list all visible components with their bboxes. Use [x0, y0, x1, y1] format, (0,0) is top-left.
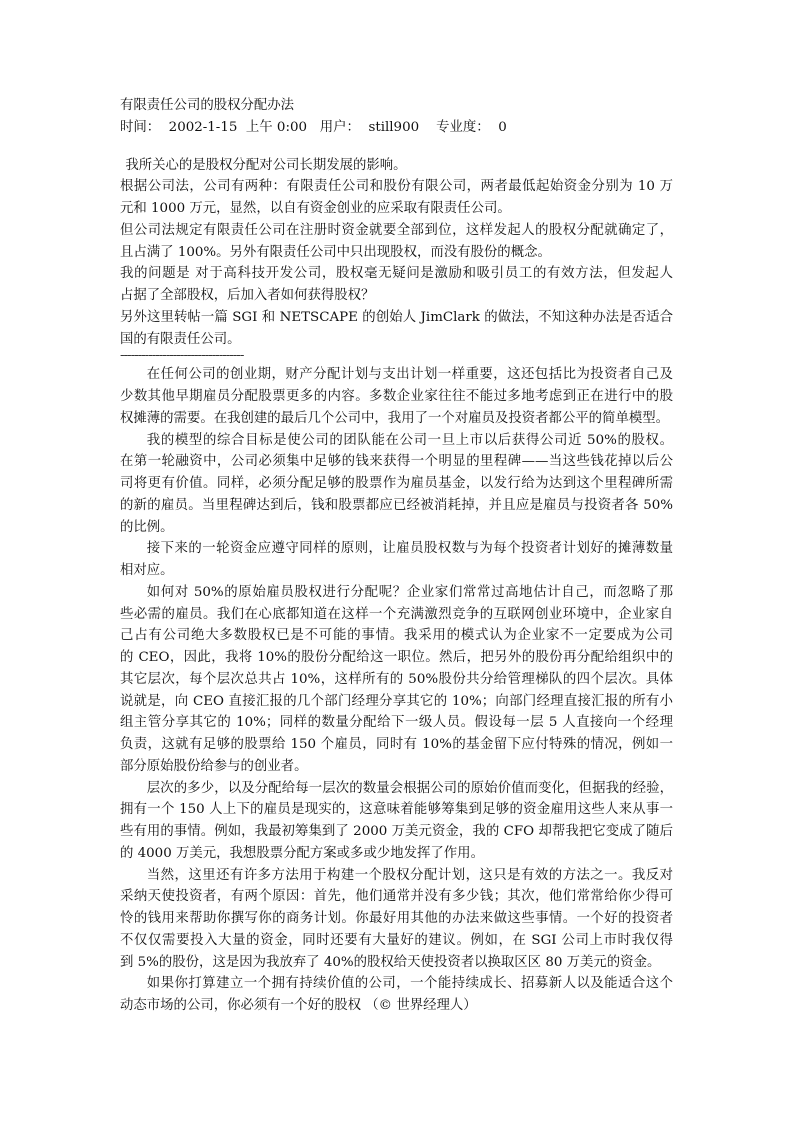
text-line: 我所关心的是股权分配对公司长期发展的影响。 [125, 157, 407, 173]
article-paragraph [120, 973, 673, 1017]
text-line: 到 5%的股份，这是因为我放弃了 40%的股权给天使投资者以换取区区 80 万美元的资金。 [120, 954, 661, 970]
text-line: 怜的钱用来帮助你撰写你的商务计划。你最好用其他的办法来做这些事情。一个好的投资者 [120, 911, 673, 926]
question-section [120, 155, 673, 351]
post-meta: 时间： 2002-1-15 上午 0:00 用户： still900 专业度： 0 [120, 119, 507, 135]
text-line: 元和 1000 万元，显然，以自有资金创业的应采取有限责任公司。 [120, 201, 511, 216]
spacer [120, 139, 673, 155]
text-line: 相对应。 [120, 563, 174, 578]
text-line: 少数其他早期雇员分配股票更多的内容。多数企业家往往不能过多地考虑到正在进行中的股 [120, 389, 673, 404]
article-paragraph [120, 778, 673, 865]
article-paragraph [120, 865, 673, 974]
text-line: 另外这里转帖一篇 SGI 和 NETSCAPE 的创始人 JimClark 的做法，不知这种办法是否适合 [120, 309, 673, 325]
text-line: 的比例。 [120, 519, 174, 535]
text-line: 我的模型的综合目标是使公司的团队能在公司一旦上市以后获得公司近 50%的股权。 [146, 432, 673, 448]
text-line: 根据公司法，公司有两种：有限责任公司和股份有限公司，两者最低起始资金分别为 10 万 [120, 179, 673, 195]
question-paragraph [120, 155, 673, 177]
text-line: 己占有公司绝大多数股权已是不可能的事情。我采用的模式认为企业家不一定要成为公司 [120, 628, 673, 644]
text-line: 接下来的一轮资金应遵守同样的原则，让雇员股权数与为每个投资者计划好的摊薄数量 [146, 541, 673, 557]
text-line: 国的有限责任公司。 [120, 331, 241, 347]
text-line: 在第一轮融资中，公司必须集中足够的钱来获得一个明显的里程碑——当这些钱花掉以后公 [120, 454, 673, 470]
text-line: 部分原始股份给参与的创业者。 [120, 758, 308, 774]
text-line: 如果你打算建立一个拥有持续价值的公司，一个能持续成长、招募新人以及能适合这个 [146, 976, 673, 992]
text-line: 说就是，向 CEO 直接汇报的几个部门经理分享其它的 10%；向部门经理直接汇报的所有小 [120, 693, 673, 709]
text-line: 动态市场的公司，你必须有一个好的股权 （© 世界经理人） [120, 998, 477, 1013]
text-line: 占据了全部股权，后加入者如何获得股权？ [120, 288, 375, 303]
text-line: 不仅仅需要投入大量的资金，同时还要有大量好的建议。例如，在 SGI 公司上市时我仅得 [120, 932, 673, 948]
text-line: 在任何公司的创业期，财产分配计划与支出计划一样重要，这还包括比为投资者自己及 [146, 367, 673, 383]
article-paragraph [120, 538, 673, 582]
text-line: 层次的多少，以及分配给每一层次的数量会根据公司的原始价值而变化，但据我的经验， [146, 780, 673, 796]
question-paragraph [120, 176, 673, 220]
article-paragraph [120, 364, 673, 429]
article-section [120, 364, 673, 1017]
separator-line: ----------------------------------- [120, 348, 244, 364]
text-line: 组主管分享其它的 10%；同样的数量分配给下一级人员。假设每一层 5 人直接向一个经理 [120, 715, 673, 731]
text-line: 我的问题是 对于高科技开发公司，股权毫无疑问是激励和吸引员工的有效方法，但发起人 [120, 266, 673, 282]
text-line: 其它层次，每个层次总共占 10%，这样所有的 50%股份共分给管理梯队的四个层次。具体 [120, 671, 673, 687]
question-paragraph [120, 307, 673, 351]
article-paragraph [120, 582, 673, 778]
text-line: 采纳天使投资者，有两个原因：首先，他们通常并没有多少钱；其次，他们常常给你少得可 [120, 889, 673, 905]
text-line: 权摊薄的需要。在我创建的最后几个公司中，我用了一个对雇员及投资者都公平的简单模型。 [120, 410, 670, 426]
text-line: 些必需的雇员。我们在心底都知道在这样一个充满激烈竞争的互联网创业环境中，企业家自 [120, 606, 673, 622]
text-line: 的 CEO，因此，我将 10%的股份分配给这一职位。然后，把另外的股份再分配给组织中的 [120, 650, 673, 665]
question-paragraph [120, 263, 673, 307]
text-line: 负责，这就有足够的股票给 150 个雇员，同时有 10%的基金留下应付特殊的情况，例如一 [120, 737, 673, 752]
document-title: 有限责任公司的股权分配办法 [120, 98, 295, 113]
text-line: 且占满了 100%。另外有限责任公司中只出现股权，而没有股份的概念。 [120, 244, 551, 260]
text-line: 如何对 50%的原始雇员股权进行分配呢？企业家们常常过高地估计自己，而忽略了那 [146, 584, 673, 600]
text-line: 但公司法规定有限责任公司在注册时资金就要全部到位，这样发起人的股权分配就确定了， [120, 222, 673, 238]
text-line: 的新的雇员。当里程碑达到后，钱和股票都应已经被消耗掉，并且应是雇员与投资者各 50% [120, 497, 673, 513]
article-paragraph [120, 430, 673, 539]
text-line: 些有用的事情。例如，我最初筹集到了 2000 万美元资金，我的 CFO 却帮我把它变成了随后 [120, 824, 673, 839]
text-line: 的 4000 万美元，我想股票分配方案或多或少地发挥了作用。 [120, 845, 484, 861]
document-body [120, 95, 673, 1017]
text-line: 司将更有价值。同样，必须分配足够的股票作为雇员基金，以发行给为达到这个里程碑所需 [120, 476, 673, 491]
text-line: 当然，这里还有许多方法用于构建一个股权分配计划，这只是有效的方法之一。我反对 [146, 867, 673, 883]
question-paragraph [120, 220, 673, 264]
text-line: 拥有一个 150 人上下的雇员是现实的，这意味着能够筹集到足够的资金雇用这些人来从事一 [120, 802, 673, 818]
